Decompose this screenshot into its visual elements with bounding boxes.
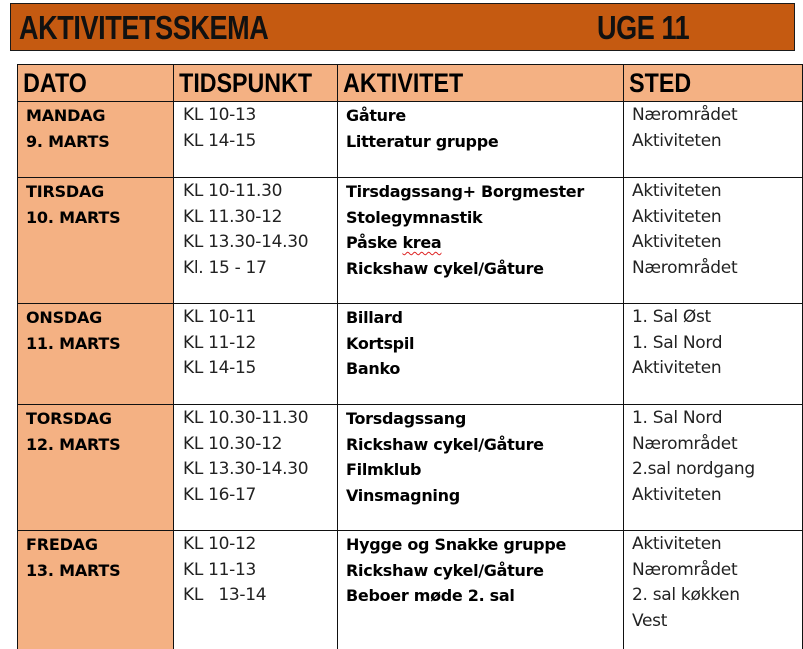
activity-entry: Torsdagssang	[346, 409, 466, 428]
place-entry: 1. Sal Nord	[632, 332, 723, 353]
place-entry: Aktiviteten	[632, 181, 722, 201]
time-cell	[174, 405, 338, 531]
table-row-tuesday	[18, 178, 803, 304]
time-cell	[174, 304, 338, 405]
table-row-friday	[18, 531, 803, 649]
activity-entry: Stolegymnastik	[346, 207, 483, 227]
place-entry: Aktiviteten	[632, 232, 722, 252]
activity-entry-text: Påske	[346, 233, 403, 252]
activity-entry: Billard	[346, 308, 403, 327]
time-entry: Kl. 15 - 17	[183, 257, 267, 278]
title-banner	[10, 3, 795, 51]
activity-cell	[338, 102, 624, 178]
date-label: 10. MARTS	[26, 207, 121, 227]
date-cell	[18, 102, 174, 178]
time-entry: KL 10-11.30	[183, 181, 283, 201]
activity-entry: Rickshaw cykel/Gåture	[346, 560, 544, 580]
table-row-wednesday	[18, 304, 803, 405]
activity-entry: Rickshaw cykel/Gåture	[346, 258, 544, 278]
place-entry: Aktiviteten	[632, 130, 722, 151]
date-label: 9. MARTS	[26, 131, 110, 151]
time-entry: KL 11-12	[183, 332, 257, 353]
column-header-sted	[624, 65, 803, 102]
activity-entry: Tirsdagssang+ Borgmester	[346, 182, 584, 201]
date-cell	[18, 304, 174, 405]
table-row-monday	[18, 102, 803, 178]
place-entry: Nærområdet	[632, 105, 738, 125]
date-cell	[18, 178, 174, 304]
column-header-tidspunkt	[174, 65, 338, 102]
activity-entry: Vinsmagning	[346, 485, 460, 505]
activity-cell	[338, 405, 624, 531]
time-entry: KL 11.30-12	[183, 206, 283, 227]
time-entry: KL 10-12	[183, 534, 257, 554]
column-header-label: TIDSPUNKT	[179, 68, 313, 98]
time-entry: KL 10.30-11.30	[183, 408, 309, 428]
activity-schedule-table	[17, 64, 803, 649]
time-cell	[174, 531, 338, 649]
time-entry: KL 10-13	[183, 105, 257, 125]
time-entry: KL 14-15	[183, 358, 257, 378]
weekday-label: TIRSDAG	[26, 182, 105, 201]
weekday-label: MANDAG	[26, 106, 106, 125]
place-entry: Aktiviteten	[632, 534, 722, 554]
column-header-label: AKTIVITET	[343, 68, 464, 98]
place-entry: 1. Sal Nord	[632, 408, 723, 428]
place-cell	[624, 405, 803, 531]
place-cell	[624, 531, 803, 649]
time-entry: KL 14-15	[183, 130, 257, 151]
activity-entry: Beboer møde 2. sal	[346, 586, 515, 605]
place-entry: Nærområdet	[632, 257, 738, 278]
activity-entry: Filmklub	[346, 460, 422, 479]
schedule-title: AKTIVITETSSKEMA	[19, 9, 269, 46]
place-entry: Aktiviteten	[632, 484, 722, 505]
place-entry: Nærområdet	[632, 559, 738, 580]
weekday-label: ONSDAG	[26, 308, 103, 327]
time-entry: KL 10-11	[183, 307, 257, 327]
place-entry: 1. Sal Øst	[632, 307, 711, 327]
activity-entry: Litteratur gruppe	[346, 131, 499, 151]
table-row-thursday	[18, 405, 803, 531]
table-header-row	[18, 65, 803, 102]
activity-entry: Banko	[346, 359, 401, 378]
time-entry: KL 13.30-14.30	[183, 232, 309, 252]
activity-cell	[338, 304, 624, 405]
activity-entry	[346, 230, 623, 256]
week-label: UGE 11	[597, 9, 690, 46]
place-entry: Vest	[632, 610, 668, 631]
activity-entry: Gåture	[346, 106, 406, 125]
activity-entry: Kortspil	[346, 333, 415, 353]
spellcheck-flagged-word: krea	[402, 233, 442, 252]
date-label: 11. MARTS	[26, 333, 121, 353]
time-entry: KL 16-17	[183, 484, 257, 505]
date-label: 13. MARTS	[26, 560, 121, 580]
column-header-aktivitet	[338, 65, 624, 102]
time-entry: KL 11-13	[183, 559, 257, 580]
place-cell	[624, 178, 803, 304]
time-cell	[174, 178, 338, 304]
column-header-dato	[18, 65, 174, 102]
activity-entry: Hygge og Snakke gruppe	[346, 535, 567, 554]
column-header-label: STED	[629, 68, 692, 98]
place-entry: Nærområdet	[632, 433, 738, 454]
place-entry: 2.sal nordgang	[632, 459, 755, 479]
place-entry: Aktiviteten	[632, 358, 722, 378]
place-entry: Aktiviteten	[632, 206, 722, 227]
place-cell	[624, 102, 803, 178]
time-entry: KL 10.30-12	[183, 433, 283, 454]
activity-cell	[338, 178, 624, 304]
place-cell	[624, 304, 803, 405]
activity-cell	[338, 531, 624, 649]
weekday-label: FREDAG	[26, 535, 98, 554]
time-entry: KL 13-14	[183, 585, 267, 605]
time-entry: KL 13.30-14.30	[183, 459, 309, 479]
weekday-label: TORSDAG	[26, 409, 112, 428]
date-cell	[18, 531, 174, 649]
date-cell	[18, 405, 174, 531]
place-entry: 2. sal køkken	[632, 585, 740, 605]
activity-entry: Rickshaw cykel/Gåture	[346, 434, 544, 454]
column-header-label: DATO	[23, 68, 87, 98]
time-cell	[174, 102, 338, 178]
date-label: 12. MARTS	[26, 434, 121, 454]
